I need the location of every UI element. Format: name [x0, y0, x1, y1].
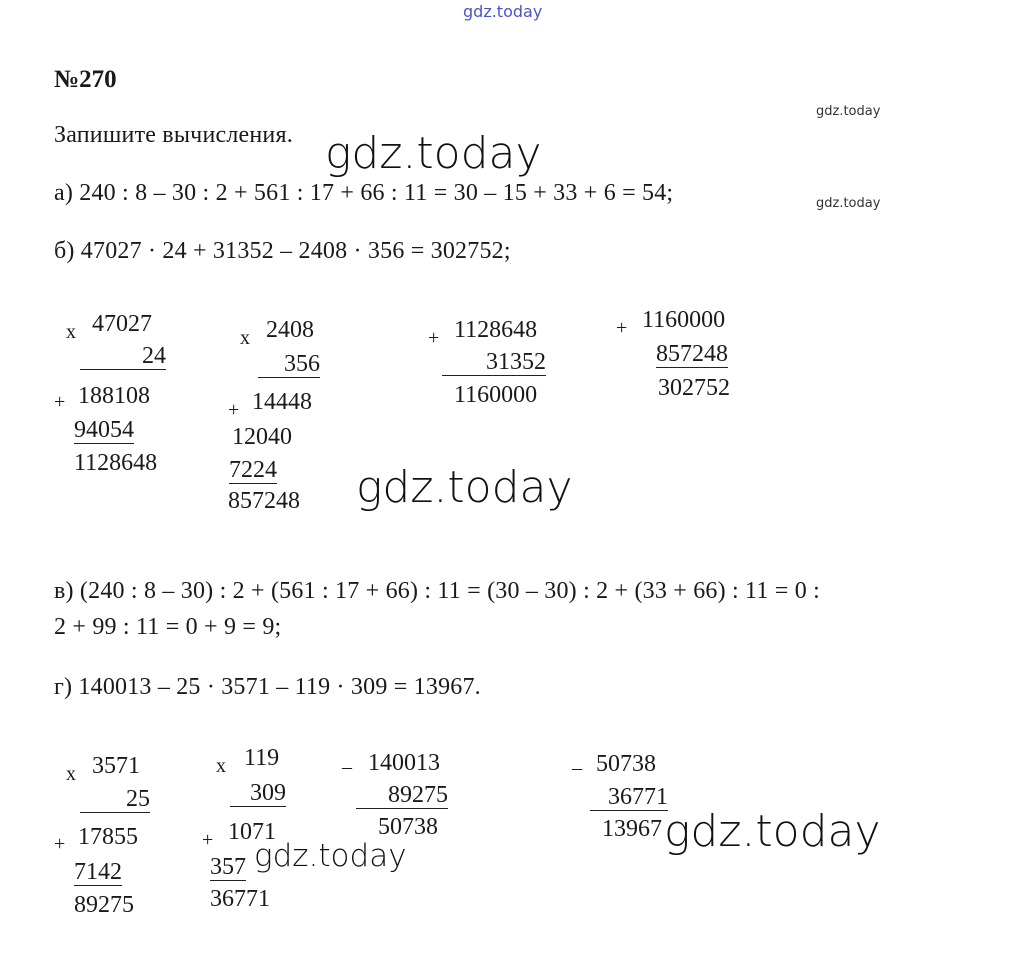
minus-sign: – — [572, 757, 582, 779]
result: 36771 — [210, 886, 270, 912]
partial-2: 357 — [210, 854, 246, 880]
factor-b: 309 — [230, 781, 286, 807]
addend-b: 31352 — [442, 350, 546, 376]
minus-sign: + — [616, 317, 628, 339]
watermark-large-3: gdz.today — [664, 806, 881, 857]
line-g: г) 140013 – 25 · 3571 – 119 · 309 = 13967. — [54, 674, 481, 700]
instruction: Запишите вычисления. — [54, 122, 293, 148]
mul-sign: x — [240, 327, 250, 349]
watermark-large-1: gdz.today — [325, 128, 542, 179]
watermark-large-2: gdz.today — [356, 462, 573, 513]
partial-2: 7142 — [74, 859, 122, 885]
result: 1160000 — [454, 382, 538, 408]
watermark-top: gdz.today — [463, 2, 543, 21]
minuend: 1160000 — [642, 307, 726, 333]
partial-1: 188108 — [78, 383, 150, 409]
problem-number: №270 — [54, 66, 117, 93]
factor-a: 3571 — [92, 753, 140, 779]
factor-b: 24 — [80, 344, 166, 370]
factor-b: 25 — [80, 787, 150, 813]
plus-sign: + — [54, 833, 66, 855]
partial-3: 7224 — [229, 457, 277, 483]
line-b: б) 47027 · 24 + 31352 – 2408 · 356 = 302752; — [54, 238, 511, 264]
line-v-2: 2 + 99 : 11 = 0 + 9 = 9; — [54, 614, 282, 640]
subtrahend: 857248 — [656, 341, 728, 367]
mul-sign: x — [216, 755, 226, 777]
factor-a: 47027 — [92, 311, 152, 337]
watermark-medium: gdz.today — [254, 838, 407, 874]
result: 13967 — [602, 816, 662, 842]
result: 302752 — [658, 375, 730, 401]
partial-2: 12040 — [232, 424, 292, 450]
addend-a: 1128648 — [454, 317, 538, 343]
minuend: 140013 — [368, 750, 440, 776]
minuend: 50738 — [596, 751, 656, 777]
line-v-1: в) (240 : 8 – 30) : 2 + (561 : 17 + 66) : 11 = (30 – 30) : 2 + (33 + 66) : 11 = 0 : — [54, 578, 820, 604]
result: 50738 — [378, 814, 438, 840]
factor-a: 119 — [244, 745, 280, 771]
line-a: а) 240 : 8 – 30 : 2 + 561 : 17 + 66 : 11 = 30 – 15 + 33 + 6 = 54; — [54, 180, 674, 206]
watermark-small-2: gdz.today — [816, 196, 881, 211]
watermark-small-1: gdz.today — [816, 104, 881, 119]
partial-1: 14448 — [252, 389, 312, 415]
minus-sign: – — [342, 756, 352, 778]
subtrahend: 89275 — [356, 783, 448, 809]
plus-sign: + — [54, 391, 66, 413]
result: 1128648 — [74, 450, 158, 476]
factor-b: 356 — [258, 352, 320, 378]
mul-sign: x — [66, 321, 76, 343]
partial-1: 1071 — [228, 819, 276, 845]
partial-1: 17855 — [78, 824, 138, 850]
partial-2: 94054 — [74, 417, 134, 443]
factor-a: 2408 — [266, 317, 314, 343]
plus-sign: + — [228, 399, 240, 421]
mul-sign: x — [66, 763, 76, 785]
subtrahend: 36771 — [590, 785, 668, 811]
plus-sign: + — [202, 829, 214, 851]
result: 857248 — [228, 488, 300, 514]
plus-sign: + — [428, 327, 440, 349]
result: 89275 — [74, 892, 134, 918]
